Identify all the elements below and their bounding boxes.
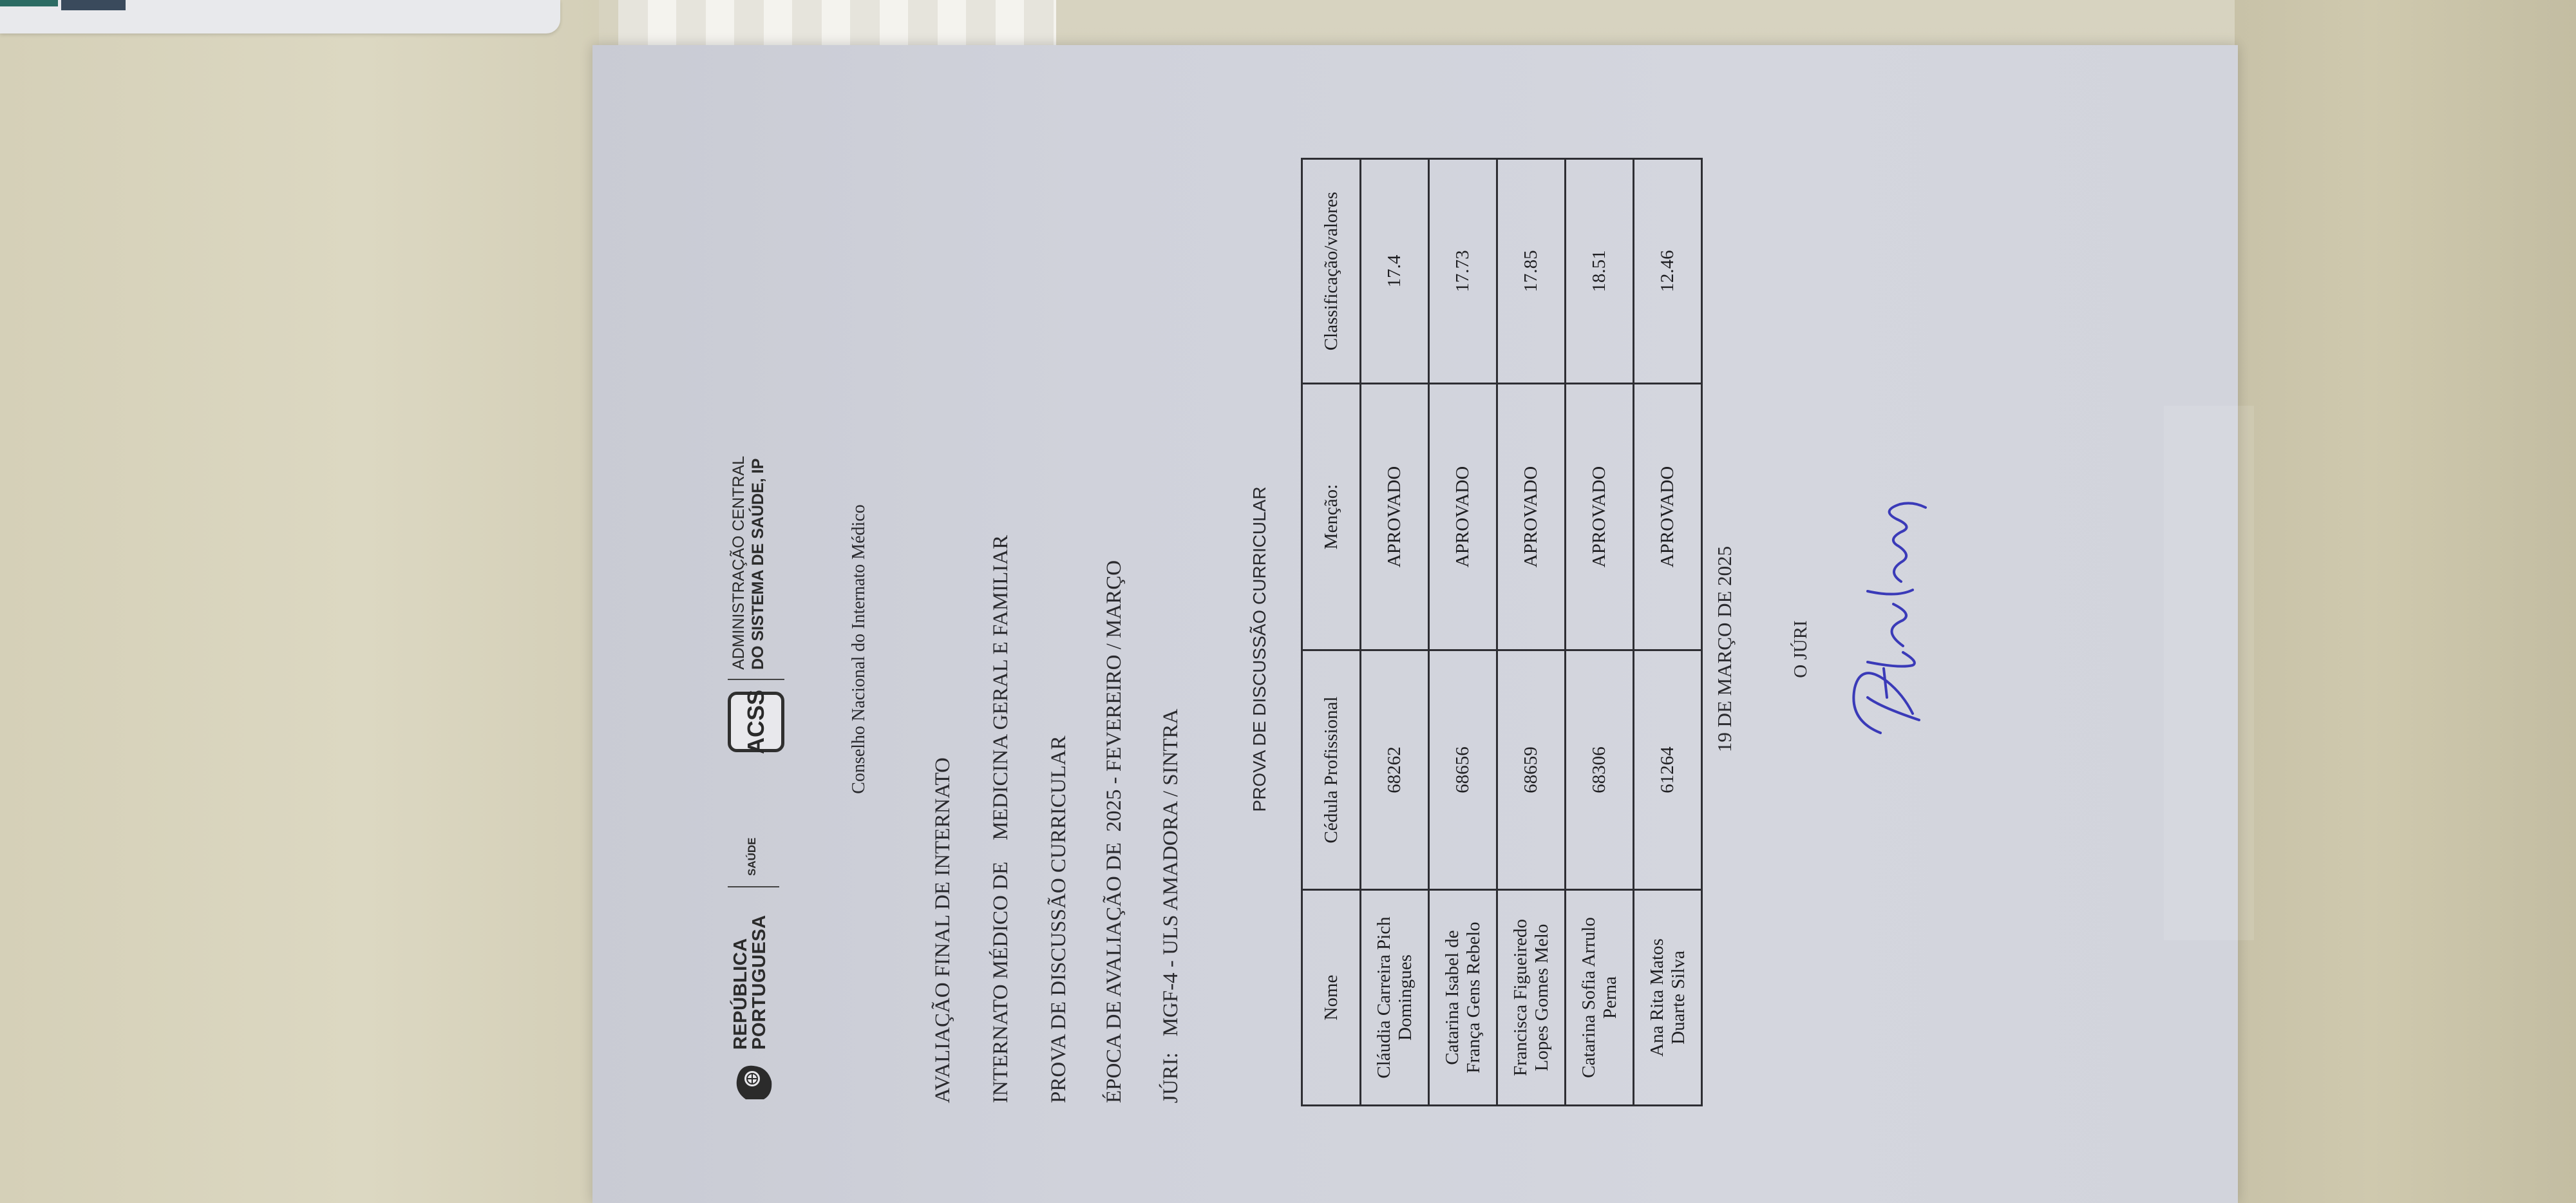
mencao-cell: APROVADO	[1497, 384, 1566, 650]
name-cell: Francisca Figueiredo Lopes Gomes Melo	[1497, 890, 1566, 1106]
table-header-row	[1302, 159, 1361, 1106]
mencao-cell: APROVADO	[1429, 384, 1497, 650]
table-row	[1497, 159, 1566, 1106]
classificacao-cell: 17.85	[1497, 159, 1566, 384]
republica-portuguesa-logo-icon	[733, 1062, 774, 1103]
document-date: 19 DE MARÇO DE 2025	[1713, 545, 1736, 753]
name-cell: Catarina Isabel de França Gens Rebelo	[1429, 890, 1497, 1106]
divider	[728, 679, 784, 680]
mencao-cell: APROVADO	[1566, 384, 1634, 650]
table-row	[1566, 159, 1634, 1106]
name-cell: Cláudia Carreira Pich Domingues	[1361, 890, 1429, 1106]
mencao-cell: APROVADO	[1634, 384, 1702, 650]
table-row	[1634, 159, 1702, 1106]
background-wall	[0, 0, 599, 1203]
cedula-cell: 61264	[1634, 650, 1702, 890]
results-table	[1301, 158, 1703, 1106]
acss-logo: ACSS	[728, 692, 784, 752]
classificacao-cell: 18.51	[1566, 159, 1634, 384]
column-header: Menção:	[1302, 384, 1361, 650]
name-cell: Ana Rita Matos Duarte Silva	[1634, 890, 1702, 1106]
classificacao-cell: 12.46	[1634, 159, 1702, 384]
acss-name: ADMINISTRAÇÃO CENTRAL DO SISTEMA DE SAÚDE, IP	[730, 456, 767, 670]
document-content	[708, 134, 1945, 1164]
saude-label: SAÚDE	[746, 837, 758, 876]
classificacao-cell: 17.73	[1429, 159, 1497, 384]
column-header: Classificação/valores	[1302, 159, 1361, 384]
cedula-cell: 68306	[1566, 650, 1634, 890]
handwritten-signature	[1842, 488, 1932, 759]
cedula-cell: 68262	[1361, 650, 1429, 890]
evaluation-period-line: ÉPOCA DE AVALIAÇÃO DE 2025 - FEVEREIRO / MARÇO	[1103, 560, 1126, 1103]
table-row	[1429, 159, 1497, 1106]
column-header: Nome	[1302, 890, 1361, 1106]
council-name: Conselho Nacional do Internato Médico	[849, 504, 869, 794]
evaluation-title: AVALIAÇÃO FINAL DE INTERNATO	[931, 757, 954, 1103]
table-row	[1361, 159, 1429, 1106]
jury-line: JÚRI: MGF-4 - ULS AMADORA / SINTRA	[1159, 708, 1182, 1103]
name-cell: Catarina Sofia Arrulo Perna	[1566, 890, 1634, 1106]
divider	[728, 886, 779, 887]
republica-portuguesa-text: REPÚBLICA PORTUGUESA	[730, 914, 770, 1050]
classificacao-cell: 17.4	[1361, 159, 1429, 384]
cedula-cell: 68659	[1497, 650, 1566, 890]
table-title: PROVA DE DISCUSSÃO CURRICULAR	[1249, 486, 1269, 812]
internship-line: INTERNATO MÉDICO DE MEDICINA GERAL E FAMILIAR	[989, 535, 1012, 1103]
mencao-cell: APROVADO	[1361, 384, 1429, 650]
exam-line: PROVA DE DISCUSSÃO CURRICULAR	[1047, 735, 1070, 1103]
jury-label: O JÚRI	[1790, 620, 1811, 678]
document-header	[708, 134, 786, 1164]
cedula-cell: 68656	[1429, 650, 1497, 890]
column-header: Cédula Profissional	[1302, 650, 1361, 890]
monitor-edge	[0, 0, 560, 33]
background-surface	[2235, 0, 2576, 1203]
